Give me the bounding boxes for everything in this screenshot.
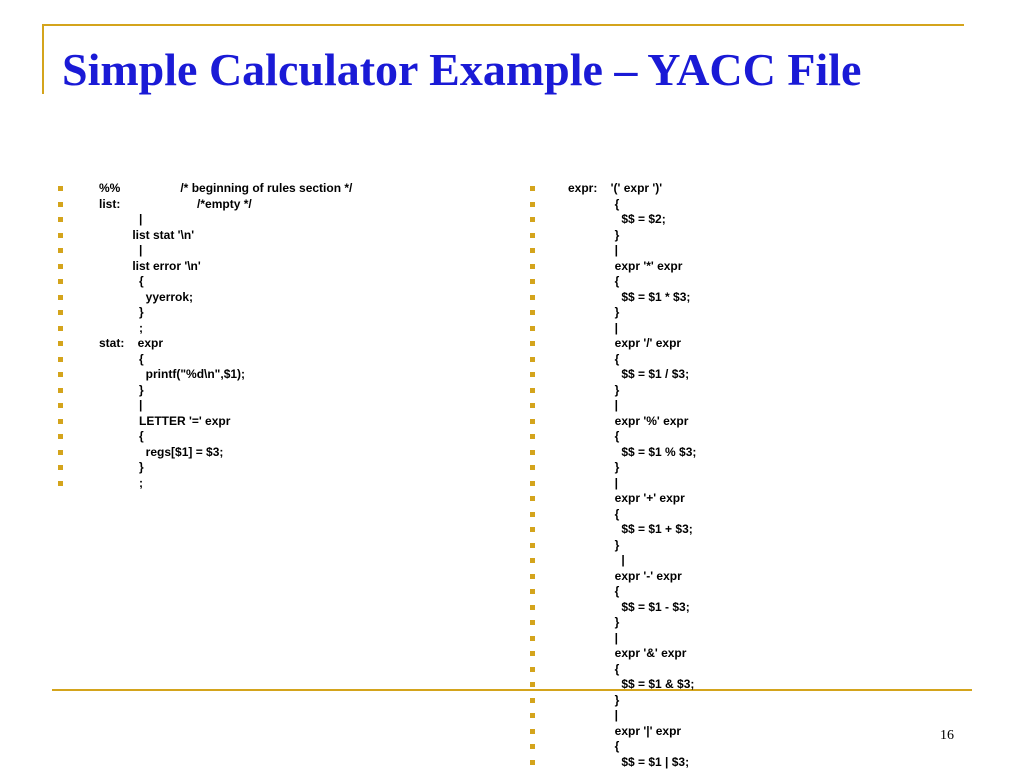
bullet-icon — [530, 419, 535, 424]
slide-title: Simple Calculator Example – YACC File — [62, 42, 942, 98]
code-line — [530, 723, 970, 739]
bullet-icon — [58, 465, 63, 470]
bullet-icon — [530, 760, 535, 765]
code-line — [530, 630, 970, 646]
code-line — [58, 413, 498, 429]
code-text: } — [568, 228, 619, 244]
code-text: expr '*' expr — [568, 259, 682, 275]
code-line — [58, 196, 498, 212]
code-line — [58, 242, 498, 258]
bullet-icon — [530, 620, 535, 625]
code-text: expr '&' expr — [568, 646, 686, 662]
code-text: { — [99, 274, 144, 290]
code-line — [530, 273, 970, 289]
bullet-icon — [530, 186, 535, 191]
code-text: } — [99, 305, 144, 321]
bullet-icon — [530, 388, 535, 393]
code-line — [530, 645, 970, 661]
right-code-column — [530, 180, 970, 769]
code-line — [530, 537, 970, 553]
code-text: } — [568, 693, 619, 709]
bullet-icon — [58, 248, 63, 253]
bullet-icon — [58, 450, 63, 455]
bullet-icon — [530, 295, 535, 300]
bullet-icon — [530, 310, 535, 315]
code-text: { — [568, 739, 619, 755]
code-text: list error '\n' — [99, 259, 201, 275]
bullet-icon — [530, 217, 535, 222]
bullet-icon — [530, 636, 535, 641]
code-line — [530, 754, 970, 770]
bullet-icon — [530, 496, 535, 501]
code-line — [58, 273, 498, 289]
code-text: %% /* beginning of rules section */ — [99, 181, 352, 197]
bullet-icon — [530, 667, 535, 672]
code-line — [58, 258, 498, 274]
code-line — [530, 568, 970, 584]
code-line — [530, 707, 970, 723]
code-text: { — [568, 197, 619, 213]
code-line — [530, 289, 970, 305]
code-line — [58, 304, 498, 320]
code-line — [530, 614, 970, 630]
code-line — [530, 242, 970, 258]
code-text: | — [568, 553, 625, 569]
bullet-icon — [530, 264, 535, 269]
code-line — [58, 459, 498, 475]
bullet-icon — [530, 202, 535, 207]
bullet-icon — [58, 186, 63, 191]
code-text: | — [568, 476, 618, 492]
code-text: $$ = $1 / $3; — [568, 367, 689, 383]
code-text: | — [568, 708, 618, 724]
bullet-icon — [530, 744, 535, 749]
code-text: } — [568, 305, 619, 321]
code-line — [530, 428, 970, 444]
bullet-icon — [530, 481, 535, 486]
code-text: LETTER '=' expr — [99, 414, 230, 430]
bullet-icon — [530, 698, 535, 703]
code-text: { — [99, 352, 144, 368]
code-line — [530, 304, 970, 320]
bullet-icon — [58, 403, 63, 408]
code-line — [530, 335, 970, 351]
code-line — [530, 227, 970, 243]
code-text: { — [568, 429, 619, 445]
code-text: expr '-' expr — [568, 569, 682, 585]
bullet-icon — [58, 419, 63, 424]
bullet-icon — [58, 434, 63, 439]
bullet-icon — [530, 543, 535, 548]
code-text: } — [568, 383, 619, 399]
code-text: { — [568, 352, 619, 368]
code-line — [58, 289, 498, 305]
bullet-icon — [58, 295, 63, 300]
bullet-icon — [530, 434, 535, 439]
code-text: printf("%d\n",$1); — [99, 367, 245, 383]
code-line — [530, 738, 970, 754]
code-text: } — [99, 383, 144, 399]
bullet-icon — [530, 372, 535, 377]
bullet-icon — [530, 357, 535, 362]
page-number: 16 — [940, 728, 954, 744]
code-line — [58, 428, 498, 444]
bullet-icon — [530, 326, 535, 331]
code-text: $$ = $1 | $3; — [568, 755, 689, 770]
code-text: ; — [99, 476, 143, 492]
bullet-icon — [530, 574, 535, 579]
code-text: } — [568, 538, 619, 554]
code-text: $$ = $1 & $3; — [568, 677, 694, 693]
bullet-icon — [530, 341, 535, 346]
bullet-icon — [530, 248, 535, 253]
bullet-icon — [58, 481, 63, 486]
code-text: { — [568, 662, 619, 678]
bullet-icon — [58, 326, 63, 331]
code-line — [58, 180, 498, 196]
code-text: | — [99, 212, 142, 228]
code-text: expr '/' expr — [568, 336, 681, 352]
code-text: expr '%' expr — [568, 414, 688, 430]
code-line — [58, 366, 498, 382]
code-text: $$ = $2; — [568, 212, 666, 228]
code-text: | — [568, 321, 618, 337]
code-line — [530, 382, 970, 398]
bullet-icon — [58, 264, 63, 269]
bullet-icon — [58, 357, 63, 362]
code-text: | — [568, 398, 618, 414]
code-line — [530, 397, 970, 413]
bullet-icon — [530, 403, 535, 408]
code-text: | — [99, 398, 142, 414]
code-line — [58, 397, 498, 413]
code-text: { — [99, 429, 144, 445]
code-line — [530, 258, 970, 274]
code-line — [530, 521, 970, 537]
bullet-icon — [530, 713, 535, 718]
code-line — [530, 459, 970, 475]
code-line — [530, 490, 970, 506]
code-line — [530, 692, 970, 708]
code-text: | — [99, 243, 142, 259]
bullet-icon — [530, 605, 535, 610]
bullet-icon — [58, 388, 63, 393]
code-line — [530, 661, 970, 677]
code-line — [530, 211, 970, 227]
code-line — [530, 196, 970, 212]
code-text: regs[$1] = $3; — [99, 445, 223, 461]
code-text: { — [568, 274, 619, 290]
bullet-icon — [58, 217, 63, 222]
code-text: expr: '(' expr ')' — [568, 181, 662, 197]
code-line — [58, 475, 498, 491]
code-line — [58, 320, 498, 336]
bullet-icon — [530, 729, 535, 734]
bullet-icon — [58, 310, 63, 315]
code-line — [58, 335, 498, 351]
top-rule — [42, 24, 964, 26]
code-text: } — [568, 615, 619, 631]
code-text: $$ = $1 - $3; — [568, 600, 690, 616]
code-text: $$ = $1 + $3; — [568, 522, 693, 538]
code-line — [58, 351, 498, 367]
bullet-icon — [58, 202, 63, 207]
bullet-icon — [58, 372, 63, 377]
code-text: yyerrok; — [99, 290, 193, 306]
bullet-icon — [530, 465, 535, 470]
bullet-icon — [530, 527, 535, 532]
code-text: | — [568, 243, 618, 259]
code-text: expr '+' expr — [568, 491, 685, 507]
code-text: expr '|' expr — [568, 724, 681, 740]
bullet-icon — [530, 450, 535, 455]
bullet-icon — [58, 341, 63, 346]
code-text: list stat '\n' — [99, 228, 194, 244]
bullet-icon — [58, 233, 63, 238]
bullet-icon — [530, 682, 535, 687]
left-code-column — [58, 180, 498, 490]
code-line — [530, 475, 970, 491]
code-text: $$ = $1 % $3; — [568, 445, 696, 461]
code-text: $$ = $1 * $3; — [568, 290, 690, 306]
bullet-icon — [530, 589, 535, 594]
bullet-icon — [530, 651, 535, 656]
code-text: } — [568, 460, 619, 476]
code-text: | — [568, 631, 618, 647]
code-line — [530, 506, 970, 522]
code-text: } — [99, 460, 144, 476]
code-line — [58, 382, 498, 398]
code-line — [530, 413, 970, 429]
left-rule — [42, 24, 44, 94]
bullet-icon — [530, 279, 535, 284]
code-line — [58, 211, 498, 227]
bullet-icon — [530, 558, 535, 563]
code-line — [530, 366, 970, 382]
code-text: ; — [99, 321, 143, 337]
code-line — [530, 583, 970, 599]
bullet-icon — [530, 512, 535, 517]
code-text: { — [568, 507, 619, 523]
code-text: list: /*empty */ — [99, 197, 252, 213]
code-line — [58, 444, 498, 460]
code-line — [530, 320, 970, 336]
code-line — [530, 351, 970, 367]
bullet-icon — [530, 233, 535, 238]
code-line — [58, 227, 498, 243]
code-line — [530, 180, 970, 196]
code-line — [530, 552, 970, 568]
code-text: stat: expr — [99, 336, 163, 352]
code-line — [530, 676, 970, 692]
code-line — [530, 444, 970, 460]
code-line — [530, 599, 970, 615]
code-text: { — [568, 584, 619, 600]
bullet-icon — [58, 279, 63, 284]
